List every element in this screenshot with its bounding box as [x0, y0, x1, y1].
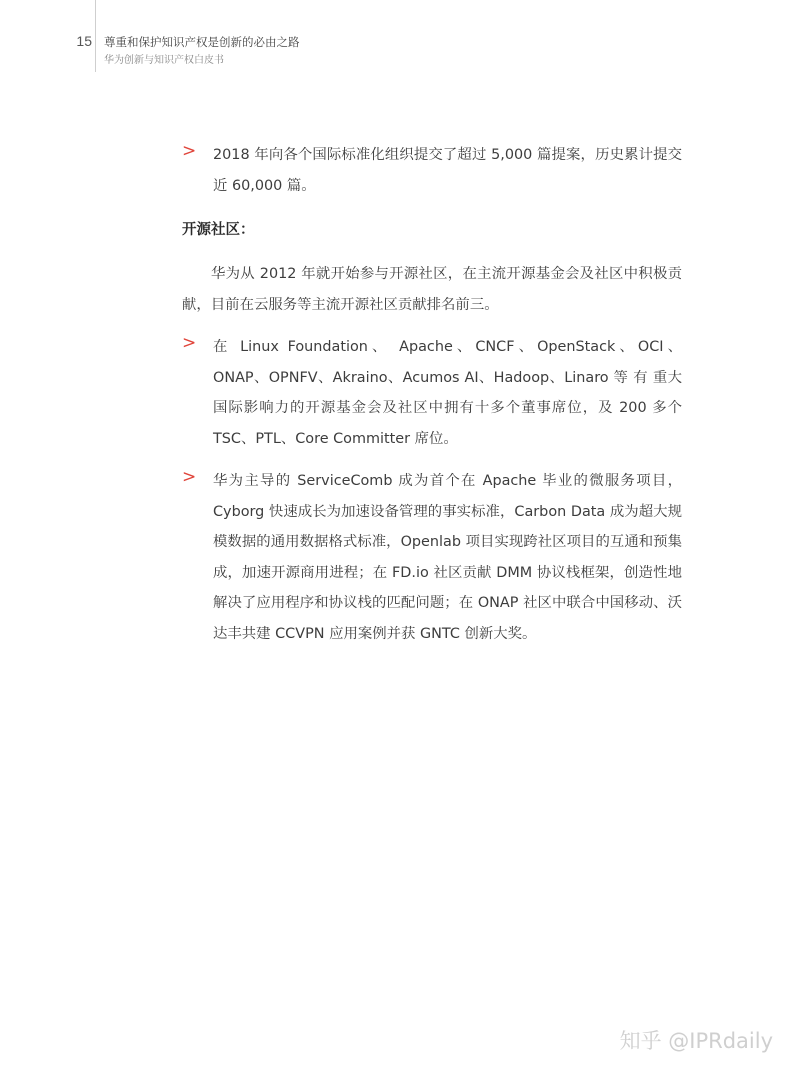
header-divider: [95, 0, 96, 72]
chevron-right-icon: >: [182, 333, 197, 353]
bullet-text: 华为主导的 ServiceComb 成为首个在 Apache 毕业的微服务项目，Cyborg 快速成长为加速设备管理的事实标准，Carbon Data 成为超大规模数据的通用数据格式标准，Openlab 项目实现跨社区项目的互通和预集成，加速开源商用进程；在 FD.io 社区贡献 DMM 协议栈框架，创造性地解决了应用程序和协议栈的匹配问题；在 ONAP 社区中联合中国移动、沃达丰共建 CCVPN 应用案例并获 GNTC 创新大奖。: [213, 473, 682, 642]
chevron-right-icon: >: [182, 141, 197, 161]
page-body: [182, 140, 682, 649]
header-title: 尊重和保护知识产权是创新的必由之路: [104, 35, 300, 49]
bullet-text: 2018 年向各个国际标准化组织提交了超过 5,000 篇提案，历史累计提交近 60,000 篇。: [213, 147, 682, 194]
page-number: 15: [76, 33, 92, 49]
intro-paragraph: 华为从 2012 年就开始参与开源社区，在主流开源基金会及社区中积极贡献，目前在云服务等主流开源社区贡献排名前三。: [182, 266, 682, 313]
section-heading: 开源社区：: [182, 222, 255, 238]
bullet-item-standards: [182, 140, 682, 201]
bullet-item-projects: [182, 466, 682, 649]
chevron-right-icon: >: [182, 467, 197, 487]
header-subtitle: 华为创新与知识产权白皮书: [104, 55, 224, 66]
bullet-text: 在 Linux Foundation、 Apache、CNCF、OpenStack、OCI、ONAP、OPNFV、Akraino、Acumos AI、Hadoop、Linaro 等 有 重大国际影响力的开源基金会及社区中拥有十多个董事席位，及 200 多个 TSC、PTL、Core Committer 席位。: [213, 339, 682, 447]
bullet-item-foundations: [182, 332, 682, 454]
page-header: [0, 0, 793, 90]
watermark: 知乎 @IPRdaily: [619, 1029, 773, 1053]
